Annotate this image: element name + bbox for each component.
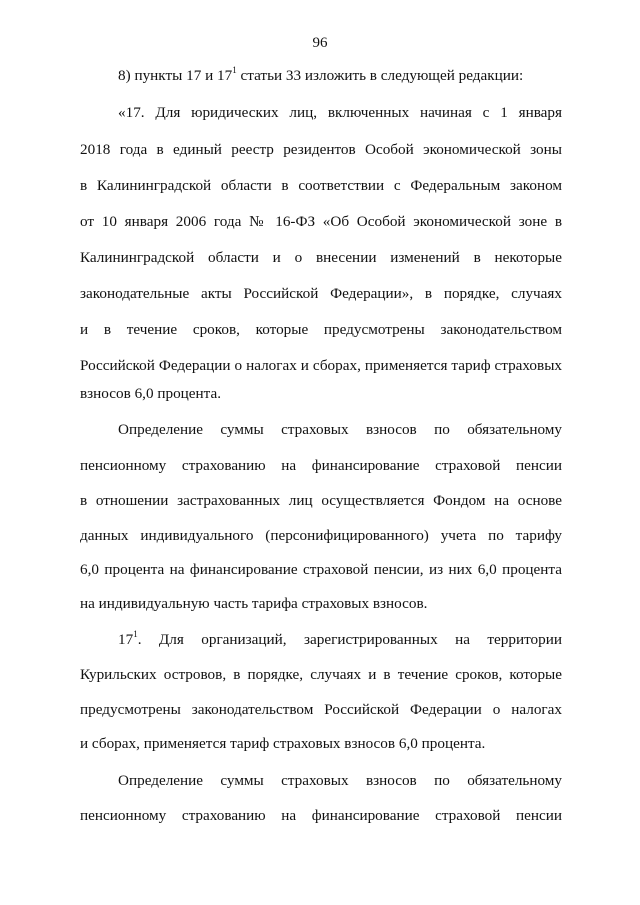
paragraph-line: взносов 6,0 процента. bbox=[80, 385, 222, 402]
paragraph-line: 2018 года в единый реестр резидентов Особой экономической зоны bbox=[80, 141, 562, 158]
paragraph-line: пенсионному страхованию на финансирование страховой пенсии bbox=[80, 807, 562, 824]
superscript: 1 bbox=[133, 628, 138, 639]
paragraph-line: законодательные акты Российской Федерации», в порядке, случаях bbox=[80, 285, 562, 302]
paragraph-line: на индивидуальную часть тарифа страховых взносов. bbox=[80, 595, 428, 612]
paragraph-line: предусмотрены законодательством Российской Федерации о налогах bbox=[80, 701, 562, 718]
paragraph-line: в отношении застрахованных лиц осуществляется Фондом на основе bbox=[80, 492, 562, 509]
paragraph-line: и в течение сроков, которые предусмотрены законодательством bbox=[80, 321, 562, 338]
amendment-intro bbox=[118, 64, 562, 85]
paragraph-line: 6,0 процента на финансирование страховой пенсии, из них 6,0 процента bbox=[80, 561, 562, 578]
paragraph-line: в Калининградской области в соответствии с Федеральным законом bbox=[80, 177, 562, 194]
paragraph-line: данных индивидуального (персонифицированного) учета по тарифу bbox=[80, 527, 562, 544]
paragraph-line: Курильских островов, в порядке, случаях и в течение сроков, которые bbox=[80, 666, 562, 683]
paragraph-line: «17. Для юридических лиц, включенных начиная с 1 января bbox=[118, 104, 562, 121]
page-number: 96 bbox=[312, 35, 328, 51]
amendment-intro-text: статьи 33 изложить в следующей редакции: bbox=[236, 67, 524, 84]
clause-number: 17 bbox=[118, 631, 134, 648]
paragraph-line: Российской Федерации о налогах и сборах, применяется тариф страховых bbox=[80, 357, 562, 374]
paragraph-line: Определение суммы страховых взносов по обязательному bbox=[118, 421, 562, 438]
paragraph-line: пенсионному страхованию на финансирование страховой пенсии bbox=[80, 457, 562, 474]
paragraph-line-text: . Для организаций, зарегистрированных на территории bbox=[137, 631, 562, 648]
paragraph-line bbox=[118, 628, 562, 649]
superscript: 1 bbox=[232, 64, 237, 75]
amendment-intro-text: 8) пункты 17 и 17 bbox=[118, 67, 233, 84]
paragraph-line: и сборах, применяется тариф страховых взносов 6,0 процента. bbox=[80, 735, 486, 752]
paragraph-line: от 10 января 2006 года № 16-ФЗ «Об Особой экономической зоне в bbox=[80, 213, 562, 230]
paragraph-line: Калининградской области и о внесении изменений в некоторые bbox=[80, 249, 562, 266]
paragraph-line: Определение суммы страховых взносов по обязательному bbox=[118, 772, 562, 789]
